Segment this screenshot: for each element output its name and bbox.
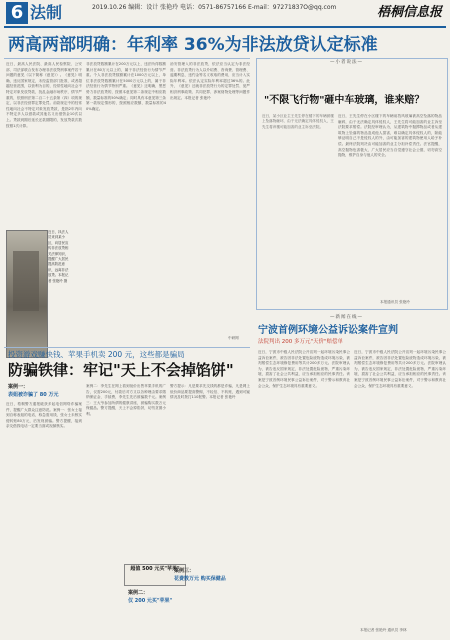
article1-signature: 中研网 <box>228 336 239 340</box>
headline-rule <box>4 58 250 59</box>
article3-col1: 近日，宁波市中级人民法院公开宣判一起环境污染民事公益诉讼案件，被告因非法处置危险废物造成环境污染，被判赔偿生态环境修复费用等共计200多万元。法院审理认为，被告违反国家规定，非法处置危险废物，严重污染环境，损害了社会公共利益，应当承担相应的民事责任。该案是宁波首例环境民事公益诉讼案件，对于警示和教育社会公众，保护生态环境具有重要意义。 <box>258 350 350 388</box>
newspaper-brand: 梧桐信息报 <box>376 5 442 20</box>
article2-col1: 近日，梧桐警方通报破获多起电信网络诈骗案件，提醒广大群众注意防范。案例一：张女士接到自称表姐的电话，称急需用钱，张女士未核实便转账80万元，后发现被骗。警方提醒，接到亲友借钱电话一定要当面或视频核实。 <box>6 402 82 429</box>
case3-title: 花费数万元 购买保健品 <box>174 576 226 582</box>
case2-title: 仅 200 元买"苹果" <box>128 598 173 604</box>
article3-subhead: 法院判出 200 多万元"天价"赔偿单 <box>258 339 344 345</box>
article2-col2: 案例二：李先生在网上看到低价出售苹果手机的广告，仅需200元，付款后对方又以各种理由要求缴纳保证金、手续费，李先生先后被骗数千元。案例三：王大爷参加所谓的健康讲座，被骗购买数万元保健品。警方提醒，天上不会掉馅饼，切勿贪图小利。 <box>86 384 166 416</box>
section-name: 法制 <box>30 3 63 22</box>
photo-caption: 近日，执法人员来到某小区，向居民宣传非法放贷相关法律知识，提醒广大居民提高防范意识，远离非法放贷。本报记者 张艳玲 摄 <box>48 230 69 283</box>
top-rule <box>4 26 446 28</box>
main-headline: 两高两部明确：年利率 36%为非法放贷认定标准 <box>8 35 378 55</box>
article2-rule <box>4 347 250 348</box>
article1-col3: 治安管理入的非法放贷，依法应当认定为非法经营。非法放贷行为人以介绍费、咨询费、管理费、逾期利息、违约金等名义收取的费用，应当计入实际年利率。依法认定实际年利率超过36%的。此外，《意见》还就非法放贷行为的定罪处罚、宽严相济刑事政策、共同犯罪、涉案财物处理等问题作出规定。本报记者 张艳玲 <box>170 62 250 100</box>
article3-tag: —新闻在线— <box>330 315 363 320</box>
article2-col3: 警方提示：凡是要求先交钱的都是诈骗，凡是网上低价商品要提高警惕，不轻信、不转账，遇到可疑情况及时拨打110报警。本报记者 张艳玲 <box>170 384 250 400</box>
case3-label: 案例三： <box>174 568 195 574</box>
article3-headline: 宁波首例环境公益诉讼案件宣判 <box>258 325 398 336</box>
masthead <box>0 0 450 26</box>
column-note: 近日，某小区业主王先生停在楼下的车辆被楼上坠落物砸坏，由于无法确定具体侵权人，王先生将该楼可能加害的业主诉至法院。 <box>262 114 334 129</box>
article3-col2: 近日，宁波市中级人民法院公开宣判一起环境污染民事公益诉讼案件，被告因非法处置危险废物造成环境污染，被判赔偿生态环境修复费用等共计200多万元。法院审理认为，被告违反国家规定，非法处置危险废物，严重污染环境，损害了社会公共利益，应当承担相应的民事责任。该案是宁波首例环境民事公益诉讼案件，对于警示和教育社会公众，保护生态环境具有重要意义。 <box>354 350 446 388</box>
case1-title: 表姐被诈骗了 80 万元 <box>8 392 59 398</box>
case2-box-title: 超值 500 元买"苹果" <box>130 566 180 572</box>
column-body: 近日，王先生停在小区楼下的车辆前挡风玻璃被高空坠落的物品砸碎，由于无法确定具体侵权人，王先生将可能加害的业主诉至法院要求赔偿。法院经审理认为，从建筑物中抛掷物品或者从建筑物上坠落的物品造成他人损害，难以确定具体侵权人的，除能够证明自己不是侵权人的外，由可能加害的建筑物使用人给予补偿。最终法院判决由可能加害的业主分担补偿责任。法官提醒，高空抛物危害极大，广大居民应当自觉遵守社会公德，切勿高空抛物，维护自身与他人的安全。 <box>338 114 442 158</box>
article2-headline: 防骗铁律：牢记"天上不会掉馅饼" <box>8 361 234 379</box>
column-title: "不限飞行物"砸中车玻璃，谁来赔？ <box>264 95 425 106</box>
article1-col2: 非法放贷数额累计在200万元以上，违法所得数额累计在80万元以上的，属于非法经营行为情节严重。个人非法放贷数额累计在1000万元以上，单位非法放贷数额累计在5000万元以上的，属于非法经营行为情节特别严重。《意见》还明确，黑恶势力非法放贷的，按照本意见第二条规定中相应数额、数量标准的50%确定；同时具有本意见第三条第一款规定情形的，按照相应数额、数量标准的40%确定。 <box>86 62 166 111</box>
case2-label: 案例二： <box>128 590 149 596</box>
article3-signature: 本报记者 张艳玲 通讯员 李林 <box>360 628 407 632</box>
page-number: 6 <box>6 2 28 24</box>
case1-label: 案例一： <box>8 384 29 390</box>
article2-kicker: 投资游戏赚快钱、苹果手机卖 200 元，这些都是骗局 <box>8 350 185 359</box>
news-photo <box>6 230 48 358</box>
column-tag: —小者说法— <box>330 60 363 65</box>
column-signature: 本报通讯员 张艳玲 <box>380 300 410 304</box>
article1-col1: 近日，最高人民法院、最高人民检察院、公安部、司法部联合发布办理非法放贷刑事案件若干问题的意见（以下简称《意见》）。《意见》明确，违反国家规定，未经监管部门批准，或者超越经营范围，以营利为目的，经常性地向社会不特定对象发放贷款，扰乱金融市场秩序，情节严重的，依照刑法第二百二十五条第（四）项的规定，以非法经营罪定罪处罚。前款规定中的经常性地向社会不特定对象发放贷款，是指2年内向不特定多人以借款或其他名义出借资金10次以上。贷款到期后延长还款期限的，发放贷款次数按照1次计算。 <box>6 62 82 128</box>
masthead-meta: 2019.10.26 编辑：设计 张艳玲 电话：0571-86757166 E-mail：97271837O@qq.com <box>92 4 337 11</box>
